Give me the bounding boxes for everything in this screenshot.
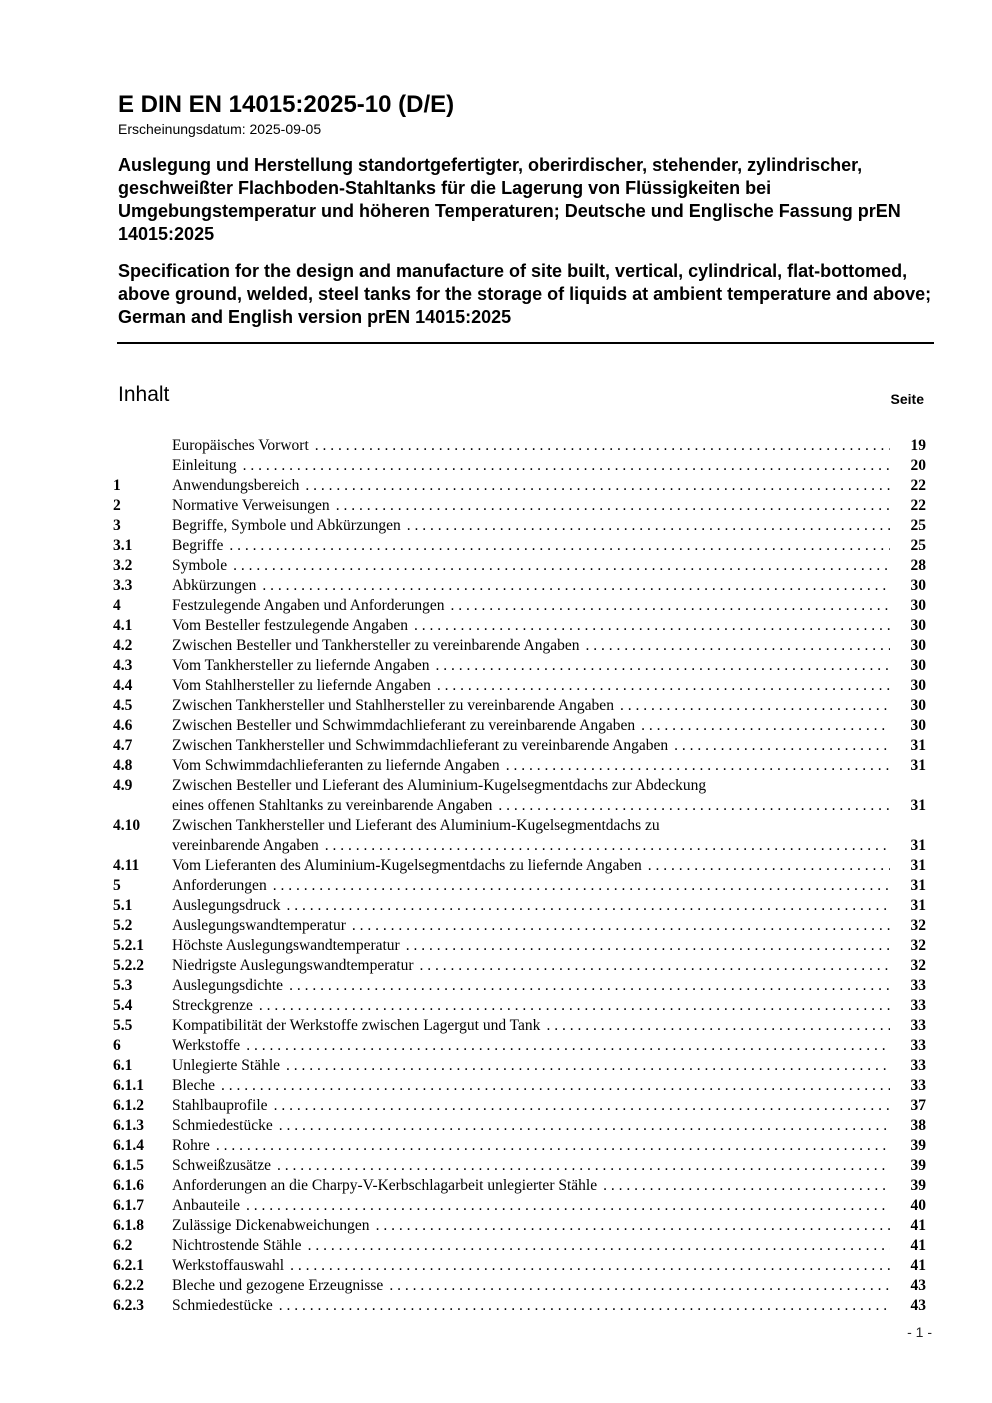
toc-leader-dots bbox=[229, 536, 890, 556]
toc-entry-page: 25 bbox=[910, 537, 926, 554]
toc-entry-page: 30 bbox=[910, 617, 926, 634]
toc-leader-dots bbox=[243, 456, 890, 476]
toc-entry-title: Begriffe, Symbole und Abkürzungen bbox=[172, 517, 401, 534]
toc-entry-title: Europäisches Vorwort bbox=[172, 437, 309, 454]
toc-entry-number: 5.1 bbox=[113, 897, 133, 914]
toc-entry[interactable] bbox=[113, 936, 926, 956]
toc-entry-title: Anbauteile bbox=[172, 1197, 241, 1214]
toc-entry-number: 5.2.2 bbox=[113, 957, 144, 974]
toc-entry-number: 5.4 bbox=[113, 997, 133, 1014]
toc-entry-page: 32 bbox=[910, 957, 926, 974]
toc-entry-page: 41 bbox=[910, 1217, 926, 1234]
toc-leader-dots bbox=[450, 596, 890, 616]
toc-entry-title: Vom Besteller festzulegende Angaben bbox=[172, 617, 409, 634]
toc-leader-dots bbox=[233, 556, 890, 576]
toc-entry-page: 37 bbox=[910, 1097, 926, 1114]
toc-leader-dots bbox=[414, 616, 890, 636]
toc-entry-number: 4.5 bbox=[113, 697, 133, 714]
toc-entry-number: 4.9 bbox=[113, 777, 133, 794]
title-german: Auslegung und Herstellung standortgefertigter, oberirdischer, stehender, zylindrischer, geschweißter Flachboden-Stahltanks für die Lagerung von Flüssigkeiten bei Umgebungstemperatur und höheren Temperaturen; Deutsche und Englische Fassung prEN 14015:2025 bbox=[118, 155, 901, 244]
toc-entry[interactable] bbox=[113, 1076, 926, 1096]
toc-leader-dots bbox=[290, 1256, 890, 1276]
toc-entry-number: 5.2.1 bbox=[113, 937, 144, 954]
toc-entry-number: 6.1.5 bbox=[113, 1157, 144, 1174]
toc-entry[interactable] bbox=[113, 756, 926, 776]
toc-entry[interactable] bbox=[113, 1216, 926, 1236]
toc-entry[interactable] bbox=[113, 1016, 926, 1036]
toc-entry-number: 4.6 bbox=[113, 717, 133, 734]
toc-entry-number: 3.3 bbox=[113, 577, 133, 594]
toc-entry-page: 31 bbox=[910, 837, 926, 854]
toc-entry-title: Anwendungsbereich bbox=[172, 477, 300, 494]
toc-leader-dots bbox=[325, 836, 890, 856]
toc-entry-page: 30 bbox=[910, 677, 926, 694]
toc-entry-title: Streckgrenze bbox=[172, 997, 253, 1014]
toc-entry[interactable] bbox=[113, 436, 926, 456]
toc-entry[interactable] bbox=[113, 776, 926, 816]
toc-entry[interactable] bbox=[113, 996, 926, 1016]
toc-entry-page: 33 bbox=[910, 977, 926, 994]
toc-entry[interactable] bbox=[113, 1236, 926, 1256]
toc-entry[interactable] bbox=[113, 496, 926, 516]
toc-entry-number: 4.8 bbox=[113, 757, 133, 774]
toc-entry-number: 6.1.7 bbox=[113, 1197, 144, 1214]
toc-entry-title: Werkstoffe bbox=[172, 1037, 241, 1054]
toc-entry[interactable] bbox=[113, 556, 926, 576]
toc-entry-page: 30 bbox=[910, 657, 926, 674]
toc-entry[interactable] bbox=[113, 1116, 926, 1136]
toc-entry-page: 31 bbox=[910, 797, 926, 814]
toc-entry[interactable] bbox=[113, 1196, 926, 1216]
toc-entry-title: Symbole bbox=[172, 557, 228, 574]
toc-entry-page: 20 bbox=[910, 457, 926, 474]
toc-entry-number: 4.1 bbox=[113, 617, 133, 634]
toc-leader-dots bbox=[273, 876, 890, 896]
toc-entry-page: 43 bbox=[910, 1297, 926, 1314]
toc-leader-dots bbox=[221, 1076, 890, 1096]
toc-entry[interactable] bbox=[113, 636, 926, 656]
toc-entry-number: 6.2.1 bbox=[113, 1257, 144, 1274]
toc-leader-dots bbox=[336, 496, 890, 516]
toc-leader-dots bbox=[641, 716, 890, 736]
title-english: Specification for the design and manufacture of site built, vertical, cylindrical, flat-bottomed, above ground, welded, steel tanks for the storage of liquids at ambient temperature and above; German and English version prEN 14015:2025 bbox=[118, 261, 932, 327]
toc-entry-number: 4.7 bbox=[113, 737, 133, 754]
toc-entry-number: 6.2.2 bbox=[113, 1277, 144, 1294]
toc-entry-page: 25 bbox=[910, 517, 926, 534]
toc-entry-number: 6.1.8 bbox=[113, 1217, 144, 1234]
toc-leader-dots bbox=[277, 1156, 890, 1176]
toc-leader-dots bbox=[279, 1116, 890, 1136]
page-number: - 1 - bbox=[907, 1324, 932, 1340]
toc-entry-title: Zwischen Besteller und Schwimmdachlieferant zu vereinbarende Angaben bbox=[172, 717, 636, 734]
toc-leader-dots bbox=[246, 1036, 890, 1056]
toc-entry-title: Auslegungsdruck bbox=[172, 897, 281, 914]
toc-entry[interactable] bbox=[113, 956, 926, 976]
toc-entry-title: Anforderungen bbox=[172, 877, 267, 894]
toc-entry-page: 39 bbox=[910, 1137, 926, 1154]
toc-entry[interactable] bbox=[113, 1056, 926, 1076]
toc-entry-title: Stahlbauprofile bbox=[172, 1097, 268, 1114]
toc-entry-title: Auslegungswandtemperatur bbox=[172, 917, 346, 934]
toc-entry-page: 31 bbox=[910, 877, 926, 894]
document-header bbox=[118, 90, 933, 329]
toc-entry-page: 30 bbox=[910, 697, 926, 714]
toc-leader-dots bbox=[216, 1136, 890, 1156]
toc-entry-number: 6.1.6 bbox=[113, 1177, 144, 1194]
toc-entry-title: Zwischen Besteller und Lieferant des Aluminium-Kugelsegmentdachs zur Abdeckung bbox=[172, 777, 707, 794]
toc-leader-dots bbox=[406, 936, 890, 956]
toc-entry[interactable] bbox=[113, 516, 926, 536]
toc-entry-number: 4.11 bbox=[113, 857, 140, 874]
toc-entry-page: 28 bbox=[910, 557, 926, 574]
toc-entry-title: Zwischen Tankhersteller und Schwimmdachlieferant zu vereinbarende Angaben bbox=[172, 737, 669, 754]
toc-entry[interactable] bbox=[113, 456, 926, 476]
toc-entry-page: 33 bbox=[910, 1017, 926, 1034]
toc-leader-dots bbox=[498, 796, 890, 816]
toc-entry-page: 33 bbox=[910, 1037, 926, 1054]
toc-leader-dots bbox=[435, 656, 890, 676]
header-divider bbox=[117, 342, 934, 344]
toc-leader-dots bbox=[419, 956, 890, 976]
toc-entry[interactable] bbox=[113, 536, 926, 556]
toc-entry[interactable] bbox=[113, 1156, 926, 1176]
toc-entry-page: 32 bbox=[910, 937, 926, 954]
toc-entry-title: Vom Stahlhersteller zu liefernde Angaben bbox=[172, 677, 431, 694]
toc-entry-title: Begriffe bbox=[172, 537, 224, 554]
toc-entry-page: 32 bbox=[910, 917, 926, 934]
toc-entry[interactable] bbox=[113, 696, 926, 716]
toc-page-column-label: Seite bbox=[890, 391, 924, 407]
toc-entry-title: Höchste Auslegungswandtemperatur bbox=[172, 937, 400, 954]
toc-entry-number: 6.1 bbox=[113, 1057, 133, 1074]
toc-entry-number: 6.2.3 bbox=[113, 1297, 144, 1314]
document-id: E DIN EN 14015:2025-10 (D/E) bbox=[118, 91, 455, 118]
toc-entry[interactable] bbox=[113, 976, 926, 996]
toc-entry-title: Abkürzungen bbox=[172, 577, 257, 594]
toc-entry-title: Niedrigste Auslegungswandtemperatur bbox=[172, 957, 414, 974]
toc-entry-page: 41 bbox=[910, 1237, 926, 1254]
toc-entry-page: 31 bbox=[910, 897, 926, 914]
toc-entry-title: Vom Lieferanten des Aluminium-Kugelsegmentdachs zu liefernde Angaben bbox=[172, 857, 642, 874]
toc-entry[interactable] bbox=[113, 1296, 926, 1316]
toc-leader-dots bbox=[546, 1016, 890, 1036]
toc-entry-title: Zwischen Tankhersteller und Lieferant des Aluminium-Kugelsegmentdachs zu bbox=[172, 817, 660, 834]
toc-entry-title: Auslegungsdichte bbox=[172, 977, 284, 994]
toc-leader-dots bbox=[648, 856, 890, 876]
toc-entry[interactable] bbox=[113, 1256, 926, 1276]
toc-entry[interactable] bbox=[113, 816, 926, 856]
toc-entry-number: 6.1.4 bbox=[113, 1137, 144, 1154]
toc-entry-number: 4.4 bbox=[113, 677, 133, 694]
toc-entry[interactable] bbox=[113, 1176, 926, 1196]
toc-entry-title: Schmiedestücke bbox=[172, 1297, 273, 1314]
toc-entry-number: 4.2 bbox=[113, 637, 133, 654]
toc-entry-page: 22 bbox=[910, 477, 926, 494]
toc-entry-title: Unlegierte Stähle bbox=[172, 1057, 281, 1074]
toc-entry-number: 5.5 bbox=[113, 1017, 133, 1034]
toc-entry-title: Bleche bbox=[172, 1077, 216, 1094]
toc-entry-title: Nichtrostende Stähle bbox=[172, 1237, 302, 1254]
toc-entry[interactable] bbox=[113, 856, 926, 876]
toc-leader-dots bbox=[407, 516, 890, 536]
toc-leader-dots bbox=[274, 1096, 890, 1116]
toc-entry-number: 2 bbox=[113, 497, 121, 514]
toc-entry-title: Werkstoffauswahl bbox=[172, 1257, 285, 1274]
toc-entry-number: 3.2 bbox=[113, 557, 133, 574]
toc-leader-dots bbox=[315, 436, 890, 456]
toc-entry-page: 31 bbox=[910, 757, 926, 774]
toc-leader-dots bbox=[674, 736, 890, 756]
toc-entry[interactable] bbox=[113, 616, 926, 636]
publication-date: Erscheinungsdatum: 2025-09-05 bbox=[118, 121, 322, 137]
toc-entry-page: 33 bbox=[910, 997, 926, 1014]
toc-entry-title: Festzulegende Angaben und Anforderungen bbox=[172, 597, 445, 614]
toc-entry-number: 6 bbox=[113, 1037, 121, 1054]
toc-leader-dots bbox=[262, 576, 890, 596]
toc-entry[interactable] bbox=[113, 896, 926, 916]
toc-entry-title: Einleitung bbox=[172, 457, 237, 474]
toc-entry-number: 1 bbox=[113, 477, 121, 494]
toc-entry[interactable] bbox=[113, 676, 926, 696]
toc-entry-title: Schmiedestücke bbox=[172, 1117, 273, 1134]
toc-leader-dots bbox=[259, 996, 890, 1016]
toc-entry-title: Zulässige Dickenabweichungen bbox=[172, 1217, 370, 1234]
toc-entry-title: Schweißzusätze bbox=[172, 1157, 271, 1174]
toc-entry-title: Anforderungen an die Charpy-V-Kerbschlagarbeit unlegierter Stähle bbox=[172, 1177, 598, 1194]
toc-entry-page: 22 bbox=[910, 497, 926, 514]
toc-leader-dots bbox=[389, 1276, 890, 1296]
toc-entry-page: 39 bbox=[910, 1157, 926, 1174]
toc-entry-number: 5.2 bbox=[113, 917, 133, 934]
toc-entry-number: 6.1.3 bbox=[113, 1117, 144, 1134]
toc-entry-number: 3 bbox=[113, 517, 121, 534]
toc-entry-title: Normative Verweisungen bbox=[172, 497, 330, 514]
toc-entry-page: 33 bbox=[910, 1077, 926, 1094]
toc-heading: Inhalt bbox=[118, 383, 170, 406]
toc-entry[interactable] bbox=[113, 1136, 926, 1156]
toc-entry[interactable] bbox=[113, 876, 926, 896]
toc-entry-page: 39 bbox=[910, 1177, 926, 1194]
toc-entry[interactable] bbox=[113, 1036, 926, 1056]
toc-leader-dots bbox=[506, 756, 890, 776]
toc-entry-page: 33 bbox=[910, 1057, 926, 1074]
toc-entry-number: 5.3 bbox=[113, 977, 133, 994]
table-of-contents bbox=[113, 436, 926, 1316]
toc-entry[interactable] bbox=[113, 656, 926, 676]
toc-leader-dots bbox=[437, 676, 890, 696]
toc-entry-title: Kompatibilität der Werkstoffe zwischen Lagergut und Tank bbox=[172, 1017, 541, 1034]
toc-entry[interactable] bbox=[113, 716, 926, 736]
toc-leader-dots bbox=[305, 476, 890, 496]
toc-entry-number: 3.1 bbox=[113, 537, 133, 554]
toc-entry-title: Zwischen Tankhersteller und Stahlhersteller zu vereinbarende Angaben bbox=[172, 697, 614, 714]
toc-entry[interactable] bbox=[113, 476, 926, 496]
toc-leader-dots bbox=[286, 1056, 890, 1076]
toc-leader-dots bbox=[603, 1176, 890, 1196]
toc-entry-page: 19 bbox=[910, 437, 926, 454]
toc-entry-title: Bleche und gezogene Erzeugnisse bbox=[172, 1277, 384, 1294]
toc-leader-dots bbox=[287, 896, 891, 916]
toc-leader-dots bbox=[376, 1216, 890, 1236]
toc-entry-number: 6.1.2 bbox=[113, 1097, 144, 1114]
toc-entry-title-continued: eines offenen Stahltanks zu vereinbarende Angaben bbox=[172, 797, 493, 814]
toc-leader-dots bbox=[289, 976, 890, 996]
toc-entry-page: 30 bbox=[910, 717, 926, 734]
toc-entry-number: 6.1.1 bbox=[113, 1077, 144, 1094]
toc-entry[interactable] bbox=[113, 576, 926, 596]
toc-entry-page: 40 bbox=[910, 1197, 926, 1214]
toc-entry-title-continued: vereinbarende Angaben bbox=[172, 837, 319, 854]
toc-leader-dots bbox=[246, 1196, 890, 1216]
toc-entry-title: Rohre bbox=[172, 1137, 210, 1154]
toc-entry-number: 4 bbox=[113, 597, 121, 614]
toc-entry-number: 4.10 bbox=[113, 817, 141, 834]
toc-entry-number: 5 bbox=[113, 877, 121, 894]
toc-leader-dots bbox=[279, 1296, 890, 1316]
toc-entry-page: 30 bbox=[910, 597, 926, 614]
toc-entry-title: Vom Tankhersteller zu liefernde Angaben bbox=[172, 657, 430, 674]
toc-entry-number: 4.3 bbox=[113, 657, 133, 674]
toc-leader-dots bbox=[308, 1236, 890, 1256]
toc-entry[interactable] bbox=[113, 596, 926, 616]
toc-leader-dots bbox=[620, 696, 890, 716]
toc-leader-dots bbox=[586, 636, 890, 656]
toc-entry-page: 30 bbox=[910, 577, 926, 594]
toc-leader-dots bbox=[352, 916, 890, 936]
toc-entry[interactable] bbox=[113, 916, 926, 936]
toc-entry-page: 43 bbox=[910, 1277, 926, 1294]
toc-entry-title: Zwischen Besteller und Tankhersteller zu vereinbarende Angaben bbox=[172, 637, 580, 654]
toc-entry-page: 31 bbox=[910, 737, 926, 754]
toc-entry[interactable] bbox=[113, 1096, 926, 1116]
toc-entry-page: 41 bbox=[910, 1257, 926, 1274]
toc-entry-page: 38 bbox=[910, 1117, 926, 1134]
toc-entry-number: 6.2 bbox=[113, 1237, 133, 1254]
toc-entry-page: 31 bbox=[910, 857, 926, 874]
toc-entry[interactable] bbox=[113, 736, 926, 756]
toc-entry-title: Vom Schwimmdachlieferanten zu liefernde Angaben bbox=[172, 757, 500, 774]
toc-entry-page: 30 bbox=[910, 637, 926, 654]
toc-entry[interactable] bbox=[113, 1276, 926, 1296]
